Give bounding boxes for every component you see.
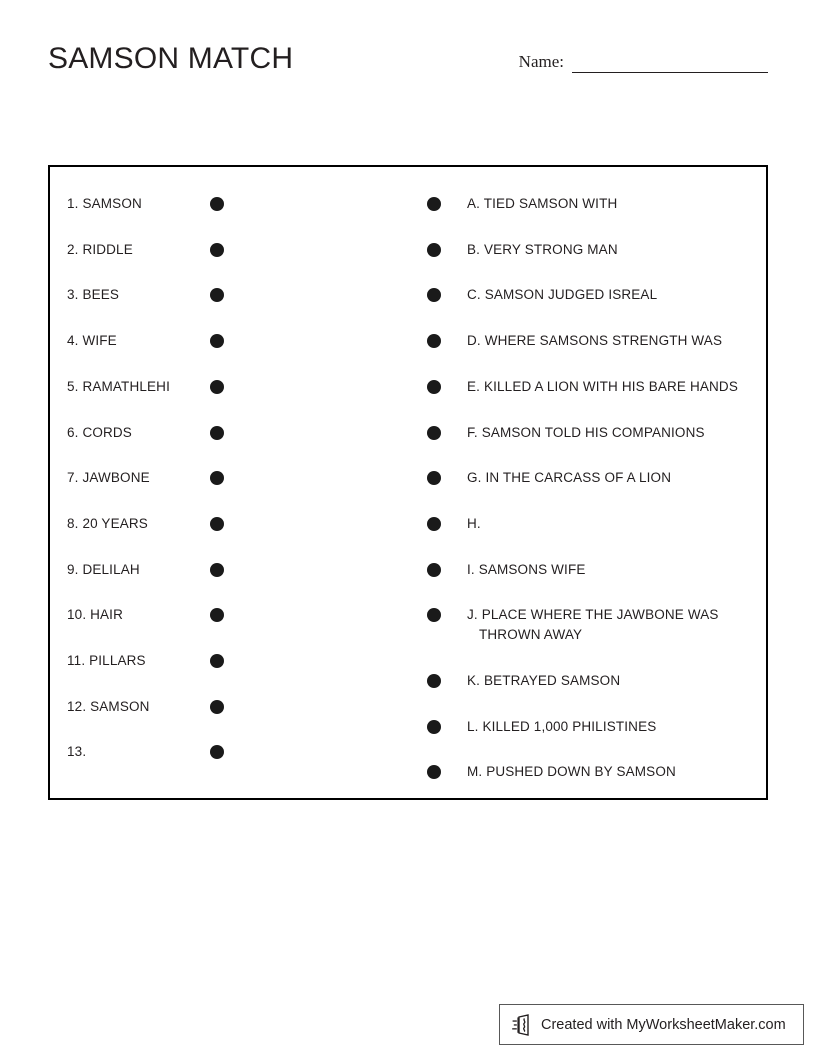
right-match-dot[interactable]	[427, 197, 441, 211]
right-match-dot[interactable]	[427, 471, 441, 485]
left-match-item	[67, 514, 397, 534]
right-match-dot[interactable]	[427, 380, 441, 394]
right-match-item	[427, 331, 757, 351]
right-match-item	[427, 377, 757, 397]
left-match-dot[interactable]	[210, 243, 224, 257]
right-item-label	[467, 377, 757, 397]
name-label: Name:	[518, 52, 564, 71]
worksheet-maker-logo-icon	[512, 1014, 532, 1036]
right-item-label-line1: E. KILLED A LION WITH HIS BARE HANDS	[467, 378, 738, 394]
left-match-dot[interactable]	[210, 517, 224, 531]
left-match-item	[67, 651, 397, 671]
left-terms-column	[50, 167, 410, 798]
right-item-label-line2: THROWN AWAY	[479, 627, 583, 643]
left-match-dot[interactable]	[210, 654, 224, 668]
right-match-dot[interactable]	[427, 720, 441, 734]
right-match-dot[interactable]	[427, 426, 441, 440]
right-item-label	[467, 514, 757, 534]
left-match-dot[interactable]	[210, 745, 224, 759]
right-match-item	[427, 671, 757, 691]
left-match-dot[interactable]	[210, 426, 224, 440]
right-item-label	[467, 240, 757, 260]
right-definitions-column	[410, 167, 766, 798]
right-item-label	[467, 331, 757, 351]
left-item-label: 3. BEES	[67, 287, 120, 303]
right-item-label	[467, 194, 757, 214]
left-match-item	[67, 240, 397, 260]
right-match-dot[interactable]	[427, 563, 441, 577]
right-match-dot[interactable]	[427, 674, 441, 688]
footer-attribution-badge	[499, 1004, 804, 1045]
left-match-item	[67, 605, 397, 625]
left-item-label: 6. CORDS	[67, 424, 132, 440]
right-item-label-line1: K. BETRAYED SAMSON	[467, 673, 621, 688]
right-item-label	[467, 605, 757, 645]
left-item-label: 11. PILLARS	[67, 653, 146, 668]
right-match-dot[interactable]	[427, 517, 441, 531]
left-match-item	[67, 468, 397, 488]
left-item-label: 1. SAMSON	[67, 196, 142, 211]
left-item-label: 12. SAMSON	[67, 698, 150, 714]
right-match-dot[interactable]	[427, 243, 441, 257]
right-item-label-line1: J. PLACE WHERE THE JAWBONE WAS	[467, 607, 719, 623]
left-item-label: 2. RIDDLE	[67, 241, 133, 257]
left-match-dot[interactable]	[210, 288, 224, 302]
left-match-dot[interactable]	[210, 334, 224, 348]
left-match-item	[67, 697, 397, 717]
right-match-item	[427, 240, 757, 260]
right-item-label-line1: A. TIED SAMSON WITH	[467, 196, 618, 211]
right-match-item	[427, 423, 757, 443]
right-match-item	[427, 194, 757, 214]
right-item-label-line1: L. KILLED 1,000 PHILISTINES	[467, 718, 657, 734]
left-match-item	[67, 194, 397, 214]
right-item-label-line1: M. PUSHED DOWN BY SAMSON	[467, 764, 676, 780]
right-item-label-line1: H.	[467, 515, 481, 531]
right-match-item	[427, 762, 757, 782]
right-item-label	[467, 468, 757, 488]
right-match-item	[427, 605, 757, 645]
right-match-dot[interactable]	[427, 608, 441, 622]
left-match-dot[interactable]	[210, 380, 224, 394]
right-match-item	[427, 514, 757, 534]
left-match-item	[67, 377, 397, 397]
left-match-dot[interactable]	[210, 608, 224, 622]
right-match-dot[interactable]	[427, 765, 441, 779]
footer-attribution-text: Created with MyWorksheetMaker.com	[541, 1016, 786, 1033]
name-field-group	[519, 52, 768, 73]
right-item-label	[467, 423, 757, 443]
left-item-label: 5. RAMATHLEHI	[67, 378, 170, 394]
right-match-item	[427, 717, 757, 737]
left-item-label: 13.	[67, 744, 87, 760]
page-title: SAMSON MATCH	[48, 42, 294, 75]
left-item-label: 7. JAWBONE	[67, 470, 150, 486]
left-item-label: 8. 20 YEARS	[67, 515, 148, 531]
right-item-label-line1: C. SAMSON JUDGED ISREAL	[467, 287, 658, 303]
left-match-item	[67, 742, 397, 762]
right-item-label	[467, 671, 757, 691]
right-item-label-line1: D. WHERE SAMSONS STRENGTH WAS	[467, 333, 723, 349]
left-match-dot[interactable]	[210, 197, 224, 211]
left-match-item	[67, 331, 397, 351]
right-match-item	[427, 285, 757, 305]
left-match-item	[67, 423, 397, 443]
right-item-label-line1: B. VERY STRONG MAN	[467, 241, 618, 257]
worksheet-header	[48, 42, 768, 102]
right-match-dot[interactable]	[427, 334, 441, 348]
right-match-item	[427, 468, 757, 488]
right-item-label	[467, 285, 757, 305]
right-item-label-line1: F. SAMSON TOLD HIS COMPANIONS	[467, 424, 705, 440]
right-item-label	[467, 717, 757, 737]
left-item-label: 4. WIFE	[67, 333, 117, 349]
left-item-label: 10. HAIR	[67, 607, 123, 623]
left-match-item	[67, 560, 397, 580]
right-item-label-line1: G. IN THE CARCASS OF A LION	[467, 470, 672, 486]
left-match-item	[67, 285, 397, 305]
right-match-dot[interactable]	[427, 288, 441, 302]
right-item-label	[467, 762, 757, 782]
left-item-label: 9. DELILAH	[67, 561, 140, 577]
right-match-item	[427, 560, 757, 580]
name-input-line[interactable]	[572, 72, 768, 73]
left-match-dot[interactable]	[210, 471, 224, 485]
matching-columns	[50, 167, 766, 798]
matching-exercise-box	[48, 165, 768, 800]
left-match-dot[interactable]	[210, 700, 224, 714]
left-match-dot[interactable]	[210, 563, 224, 577]
right-item-label-line1: I. SAMSONS WIFE	[467, 561, 586, 577]
right-item-label	[467, 560, 757, 580]
